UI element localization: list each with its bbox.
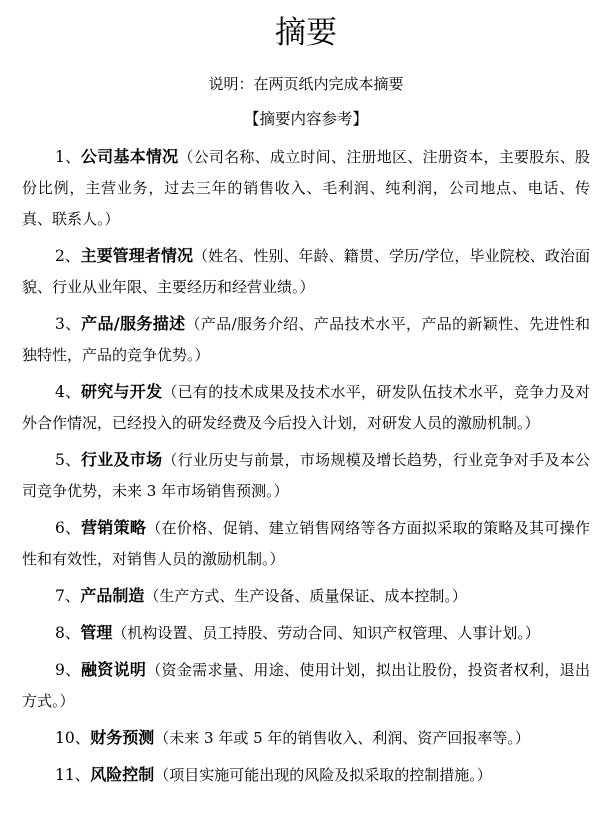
instruction-note: 说明：在两页纸内完成本摘要 (208, 75, 404, 93)
summary-item (22, 512, 590, 575)
item-description: （公司名称、成立时间、注册地区、注册资本，主要股东、股份比例，主营业务，过去三年的销售收入、毛利润、纯利润，公司地点、电话、传真、联系人。） (22, 148, 590, 228)
item-heading: 营销策略 (81, 518, 147, 537)
item-heading: 产品制造 (80, 586, 145, 605)
item-heading: 行业及市场 (80, 450, 163, 469)
item-heading: 主要管理者情况 (80, 246, 194, 265)
item-number: 5、 (55, 451, 81, 469)
summary-item (22, 722, 590, 754)
item-number: 7、 (55, 587, 81, 605)
summary-item (22, 376, 590, 439)
summary-item (22, 654, 590, 717)
summary-items-list (22, 141, 590, 791)
summary-item (22, 580, 590, 612)
item-heading: 融资说明 (81, 660, 147, 679)
item-heading: 财务预测 (90, 728, 155, 747)
item-number: 4、 (55, 383, 81, 401)
item-description: （资金需求量、用途、使用计划，拟出让股份，投资者权利，退出方式。） (22, 661, 590, 710)
item-heading: 产品/服务描述 (81, 314, 186, 333)
item-description: （生产方式、生产设备、质量保证、成本控制。） (144, 587, 467, 605)
item-number: 9、 (55, 661, 81, 679)
item-description: （产品/服务介绍、产品技术水平，产品的新颖性、先进性和独特性，产品的竞争优势。） (22, 315, 590, 364)
document-title: 摘要 (275, 15, 337, 51)
item-number: 11、 (55, 766, 91, 784)
item-number: 8、 (55, 624, 81, 642)
item-number: 3、 (55, 315, 82, 333)
summary-item (22, 240, 590, 303)
item-heading: 研究与开发 (80, 382, 163, 401)
item-description: （姓名、性别、年龄、籍贯、学历/学位，毕业院校、政治面貌、行业从业年限、主要经历和经营业绩。） (22, 247, 590, 296)
item-number: 1、 (55, 148, 81, 166)
summary-item (22, 308, 590, 371)
item-description: （未来 3 年或 5 年的销售收入、利润、资产回报率等。） (154, 729, 530, 747)
item-description: （行业历史与前景，市场规模及增长趋势，行业竞争对手及本公司竞争优势，未来 3 年市场销售预测。） (22, 451, 590, 500)
summary-item (22, 617, 590, 649)
item-heading: 风险控制 (90, 765, 155, 784)
item-heading: 管理 (80, 623, 113, 642)
item-heading: 公司基本情况 (80, 147, 179, 166)
item-description: （已有的技术成果及技术水平，研发队伍技术水平，竞争力及对外合作情况，已经投入的研发经费及今后投入计划，对研发人员的激励机制。） (22, 383, 590, 432)
item-description: （在价格、促销、建立销售网络等各方面拟采取的策略及其可操作性和有效性，对销售人员的激励机制。） (22, 519, 590, 568)
item-description: （项目实施可能出现的风险及拟采取的控制措施。） (154, 766, 492, 784)
item-number: 6、 (55, 519, 81, 537)
summary-item (22, 141, 590, 235)
item-number: 10、 (55, 729, 91, 747)
item-number: 2、 (55, 247, 81, 265)
summary-item (22, 444, 590, 507)
summary-item (22, 759, 590, 791)
item-description: （机构设置、员工持股、劳动合同、知识产权管理、人事计划。） (112, 624, 540, 642)
reference-heading: 【摘要内容参考】 (243, 110, 368, 128)
